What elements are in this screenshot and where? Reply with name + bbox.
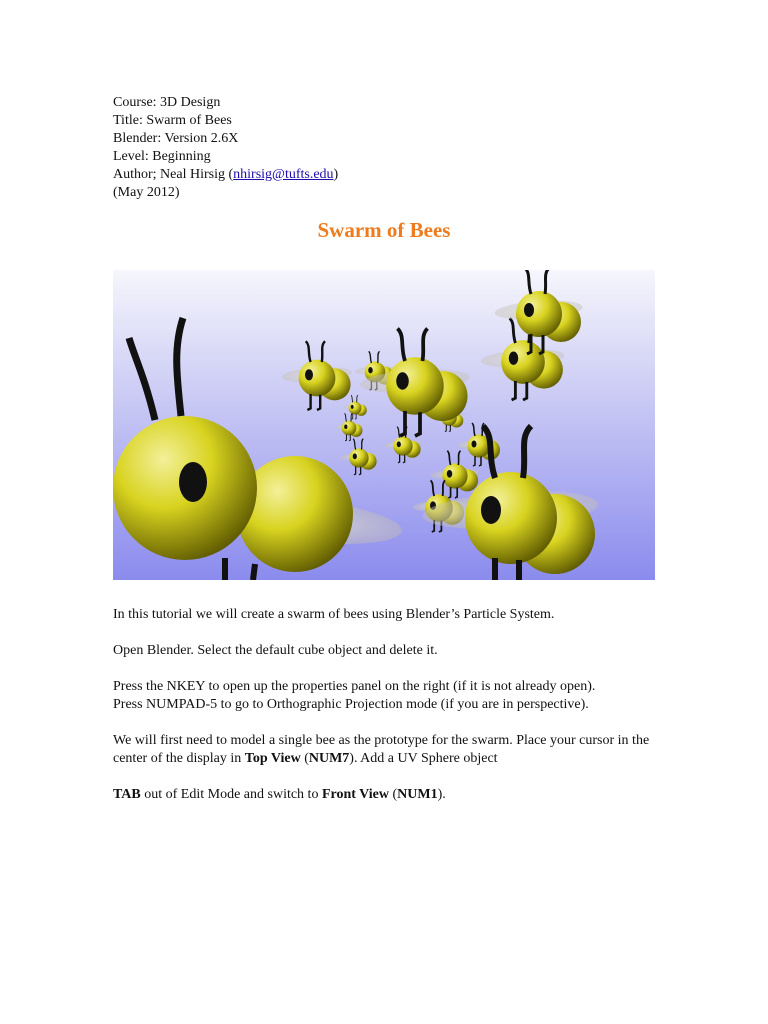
top-view-term: Top View xyxy=(244,751,301,766)
model-bee-paragraph xyxy=(113,732,673,768)
nkey-paragraph xyxy=(113,678,673,714)
author-prefix: Author; Neal Hirsig ( xyxy=(113,167,234,182)
bee-swarm-illustration xyxy=(113,270,655,580)
tab-edit-mode-paragraph xyxy=(113,786,673,804)
front-view-term: Front View xyxy=(321,787,389,802)
intro-paragraph: In this tutorial we will create a swarm of bees using Blender’s Particle System. xyxy=(113,607,555,622)
author-suffix: ) xyxy=(333,167,339,182)
open-blender-paragraph: Open Blender. Select the default cube object and delete it. xyxy=(113,643,438,658)
paren-open-2: ( xyxy=(388,787,398,802)
tab-key: TAB xyxy=(113,787,141,802)
paren-open: ( xyxy=(300,751,309,766)
author-line xyxy=(113,166,338,184)
paren-close: ). xyxy=(437,787,446,802)
date-line: (May 2012) xyxy=(113,185,180,200)
num1-key: NUM1 xyxy=(397,787,438,802)
document-title: Swarm of Bees xyxy=(317,218,451,242)
num7-key: NUM7 xyxy=(308,751,350,766)
nkey-line: Press the NKEY to open up the properties panel on the right (if it is not already open). xyxy=(113,679,596,694)
edit-mode-text: out of Edit Mode and switch to xyxy=(140,787,322,802)
uv-sphere-text: ). Add a UV Sphere object xyxy=(349,751,498,766)
document-metadata xyxy=(113,94,338,202)
model-bee-text: We will first need to model a single bee as the prototype for the swarm. Place your cursor in the center of the display in xyxy=(113,733,650,766)
numpad5-line: Press NUMPAD-5 to go to Orthographic Projection mode (if you are in perspective). xyxy=(113,697,589,712)
author-email-link[interactable]: nhirsig@tufts.edu xyxy=(233,167,334,182)
blender-version-line: Blender: Version 2.6X xyxy=(113,131,239,146)
swarm-of-bees-render xyxy=(113,270,655,580)
course-line: Course: 3D Design xyxy=(113,95,221,110)
level-line: Level: Beginning xyxy=(113,149,211,164)
title-line: Title: Swarm of Bees xyxy=(113,113,232,128)
